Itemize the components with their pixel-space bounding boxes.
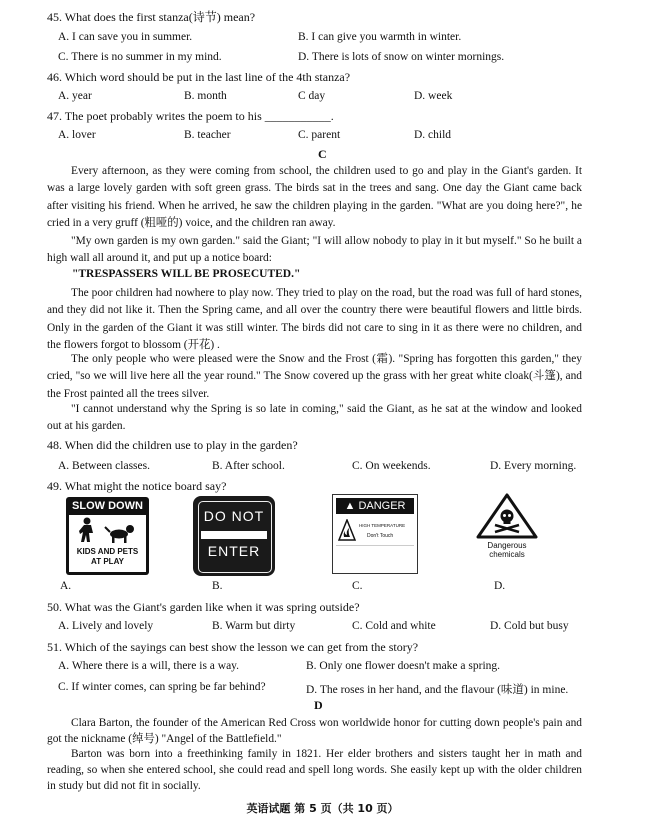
q47-stem: 47. The poet probably writes the poem to his ___________. — [47, 109, 334, 123]
sign-a-line-2: KIDS AND PETS — [76, 547, 139, 556]
sign-d-line-2: chemicals — [489, 550, 525, 559]
sign-slow-down — [66, 497, 149, 575]
q48-option-d: D. Every morning. — [490, 460, 577, 472]
q48-option-c: C. On weekends. — [352, 460, 431, 472]
hot-surface-icon — [338, 519, 356, 541]
q51-option-d: D. The roses in her hand, and the flavour (味道) in mine. — [306, 684, 569, 696]
warning-triangle-icon: ▲ — [344, 500, 356, 512]
passage-d-paragraph-2: Barton was born into a freethinking family in 1821. Her elder brothers and sisters taught her in math and reading, so when she entered school, she could read and spell long words. She easily kept up with the older children in study but did not fit in socially. — [47, 748, 582, 792]
sign-c-small-1: HIGH TEMPERATURE — [359, 523, 406, 528]
q49-stem: 49. What might the notice board say? — [47, 479, 227, 493]
sign-a-line-3: AT PLAY — [91, 557, 124, 566]
q50-option-c: C. Cold and white — [352, 620, 436, 632]
q46-option-d: D. week — [414, 90, 453, 102]
sign-b-label: B. — [212, 580, 223, 592]
passage-c-paragraph-2: "My own garden is my own garden." said the Giant; "I will allow nobody to play in it but myself." So he built a high wall all around it, and put up a notice board: — [47, 235, 582, 265]
sign-b-line-1: DO NOT — [203, 508, 265, 524]
q45-option-b: B. I can give you warmth in winter. — [298, 31, 462, 43]
passage-c-paragraph-3: The poor children had nowhere to play now. They tried to play on the road, but the road was full of hard stones, and they did not like it. Then the Spring came, and all over the country there were beautiful flowers and little birds. Only in the garden of the Giant it was still winter. The birds did not care to sing in it as there were no children, and the flowers forgot to blossom (开花) . — [47, 287, 582, 352]
kids-and-pet-icon — [69, 515, 146, 545]
page-footer: 英语试题 第 5 页（共 10 页） — [246, 802, 399, 815]
sign-c-small-2: Don't Touch — [367, 533, 394, 539]
sign-c-header — [336, 498, 414, 514]
q51-stem: 51. Which of the sayings can best show the lesson we can get from the story? — [47, 640, 419, 654]
q45-option-d: D. There is lots of snow on winter mornings. — [298, 51, 505, 63]
q46-option-c: C day — [298, 90, 326, 102]
q45-option-c: C. There is no summer in my mind. — [58, 51, 222, 63]
q47-option-a: A. lover — [58, 129, 96, 141]
q47-option-d: D. child — [414, 129, 452, 141]
q45-option-a: A. I can save you in summer. — [58, 31, 193, 43]
sign-do-not-enter — [193, 496, 275, 576]
section-c-heading: C — [318, 147, 327, 161]
q48-option-a: A. Between classes. — [58, 460, 150, 472]
q50-option-b: B. Warm but dirty — [212, 620, 296, 632]
passage-c-paragraph-5: "I cannot understand why the Spring is so late in coming," said the Giant, as he sat at the window and looked out at his garden. — [47, 403, 582, 433]
q51-option-a: A. Where there is a will, there is a way. — [58, 660, 240, 672]
q45-stem: 45. What does the first stanza(诗节) mean? — [47, 10, 256, 24]
sign-d-label: D. — [494, 580, 506, 592]
q51-option-b: B. Only one flower doesn't make a spring. — [306, 660, 501, 672]
q51-option-c: C. If winter comes, can spring be far behind? — [58, 681, 266, 693]
sign-c-label: C. — [352, 580, 363, 592]
passage-c-paragraph-1: Every afternoon, as they were coming from school, the children used to go and play in the Giant's garden. It was a large lovely garden with soft green grass. The birds sat in the trees and sang. One day the Giant came back after visiting his friend. When he arrived, he saw the children playing in the garden. "What are you doing here?", he cried in a very gruff (粗哑的) voice, and the children ran away. — [47, 165, 582, 230]
q47-option-c: C. parent — [298, 129, 341, 141]
q46-option-a: A. year — [58, 90, 92, 102]
q50-option-d: D. Cold but busy — [490, 620, 569, 632]
sign-danger — [332, 494, 418, 574]
sign-a-panel — [69, 515, 146, 572]
q48-stem: 48. When did the children use to play in the garden? — [47, 438, 298, 452]
q48-option-b: B. After school. — [212, 460, 285, 472]
sign-c-header-text: DANGER — [358, 500, 406, 512]
sign-b-line-2: ENTER — [207, 543, 261, 559]
section-d-heading: D — [314, 698, 323, 712]
skull-crossbones-icon — [474, 492, 540, 540]
passage-d-paragraph-1: Clara Barton, the founder of the American Red Cross won worldwide honor for cutting down people's pain and got the nickname (绰号) "Angel of the Battlefield." — [47, 717, 582, 745]
passage-c-paragraph-4: The only people who were pleased were the Snow and the Frost (霜). "Spring has forgotten this garden," they cried, "so we will live here all the year round." The Snow covered up the grass with her great white cloak(斗篷), and the Frost painted all the trees silver. — [47, 353, 582, 400]
sign-b-bar — [201, 531, 267, 539]
sign-dangerous-chemicals — [474, 492, 540, 574]
q46-stem: 46. Which word should be put in the last line of the 4th stanza? — [47, 70, 351, 84]
q46-option-b: B. month — [184, 90, 227, 102]
q50-stem: 50. What was the Giant's garden like when it was spring outside? — [47, 600, 360, 614]
sign-d-line-1: Dangerous — [487, 541, 527, 550]
notice-board-text: "TRESPASSERS WILL BE PROSECUTED." — [72, 268, 301, 280]
sign-a-title: SLOW DOWN — [72, 500, 143, 512]
sign-a-label: A. — [60, 580, 72, 592]
q47-option-b: B. teacher — [184, 129, 231, 141]
q50-option-a: A. Lively and lovely — [58, 620, 154, 632]
